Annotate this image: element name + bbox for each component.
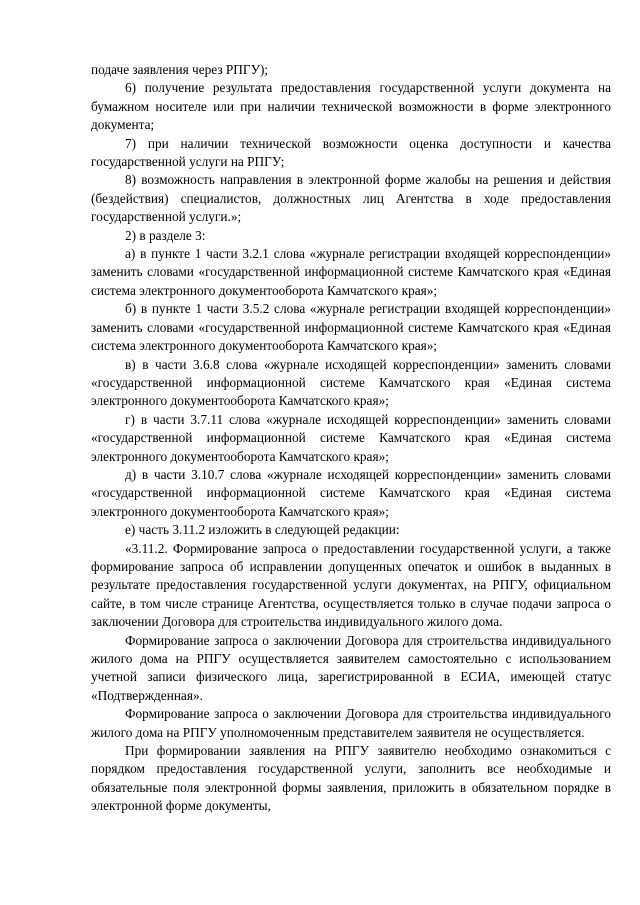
paragraph-9: д) в части 3.10.7 слова «журнале исходящей корреспонденции» заменить словами «государственной информационной системе Камчатского края «Единая система электронного документооборота Камчатского края»; [91,466,611,519]
paragraph-11: «3.11.2. Формирование запроса о предоставлении государственной услуги, а также формирование запроса об исправлении допущенных опечаток и ошибок в выданных в результате предоставления государственной услуги документах, на РПГУ, официальном сайте, в том числе странице Агентства, осуществляется только в случае подачи запроса о заключении Договора для строительства индивидуального жилого дома. [91,540,611,630]
paragraph-5: а) в пункте 1 части 3.2.1 слова «журнале регистрации входящей корреспонденции» заменить словами «государственной информационной системе Камчатского края «Единая система электронного документооборота Камчатского края»; [91,246,611,298]
paragraph-0: подаче заявления через РПГУ); [91,62,269,77]
paragraph-4: 2) в разделе 3: [125,227,206,243]
document-page [91,61,611,816]
paragraph-7: в) в части 3.6.8 слова «журнале исходящей корреспонденции» заменить словами «государственной информационной системе Камчатского края «Единая система электронного документооборота Камчатского края»; [91,356,611,409]
paragraph-6: б) в пункте 1 части 3.5.2 слова «журнале регистрации входящей корреспонденции» заменить словами «государственной информационной системе Камчатского края «Единая система электронного документооборота Камчатского края»; [91,301,611,354]
paragraph-14: При формировании заявления на РПГУ заявителю необходимо ознакомиться с порядком предоставления государственной услуги, заполнить все необходимые и обязательные поля электронной формы заявления, приложить в обязательном порядке в электронной форме документы, [91,743,611,814]
paragraph-2: 7) при наличии технической возможности оценка доступности и качества государственной услуги на РПГУ; [91,135,611,170]
paragraph-3: 8) возможность направления в электронной форме жалобы на решения и действия (бездействия) специалистов, должностных лиц Агентства в ходе предоставления государственной услуги.»; [91,172,611,225]
paragraph-13: Формирование запроса о заключении Договора для строительства индивидуального жилого дома на РПГУ уполномоченным представителем заявителя не осуществляется. [91,706,611,740]
paragraph-12: Формирование запроса о заключении Договора для строительства индивидуального жилого дома на РПГУ осуществляется заявителем самостоятельно с использованием учетной записи физического лица, зарегистрированной в ЕСИА, имеющей статус «Подтвержденная». [91,632,611,703]
paragraph-10: е) часть 3.11.2 изложить в следующей редакции: [125,522,400,538]
paragraph-1: 6) получение результата предоставления государственной услуги документа на бумажном носителе или при наличии технической возможности в форме электронного документа; [91,80,611,133]
paragraph-8: г) в части 3.7.11 слова «журнале исходящей корреспонденции» заменить словами «государственной информационной системе Камчатского края «Единая система электронного документооборота Камчатского края»; [91,411,611,464]
